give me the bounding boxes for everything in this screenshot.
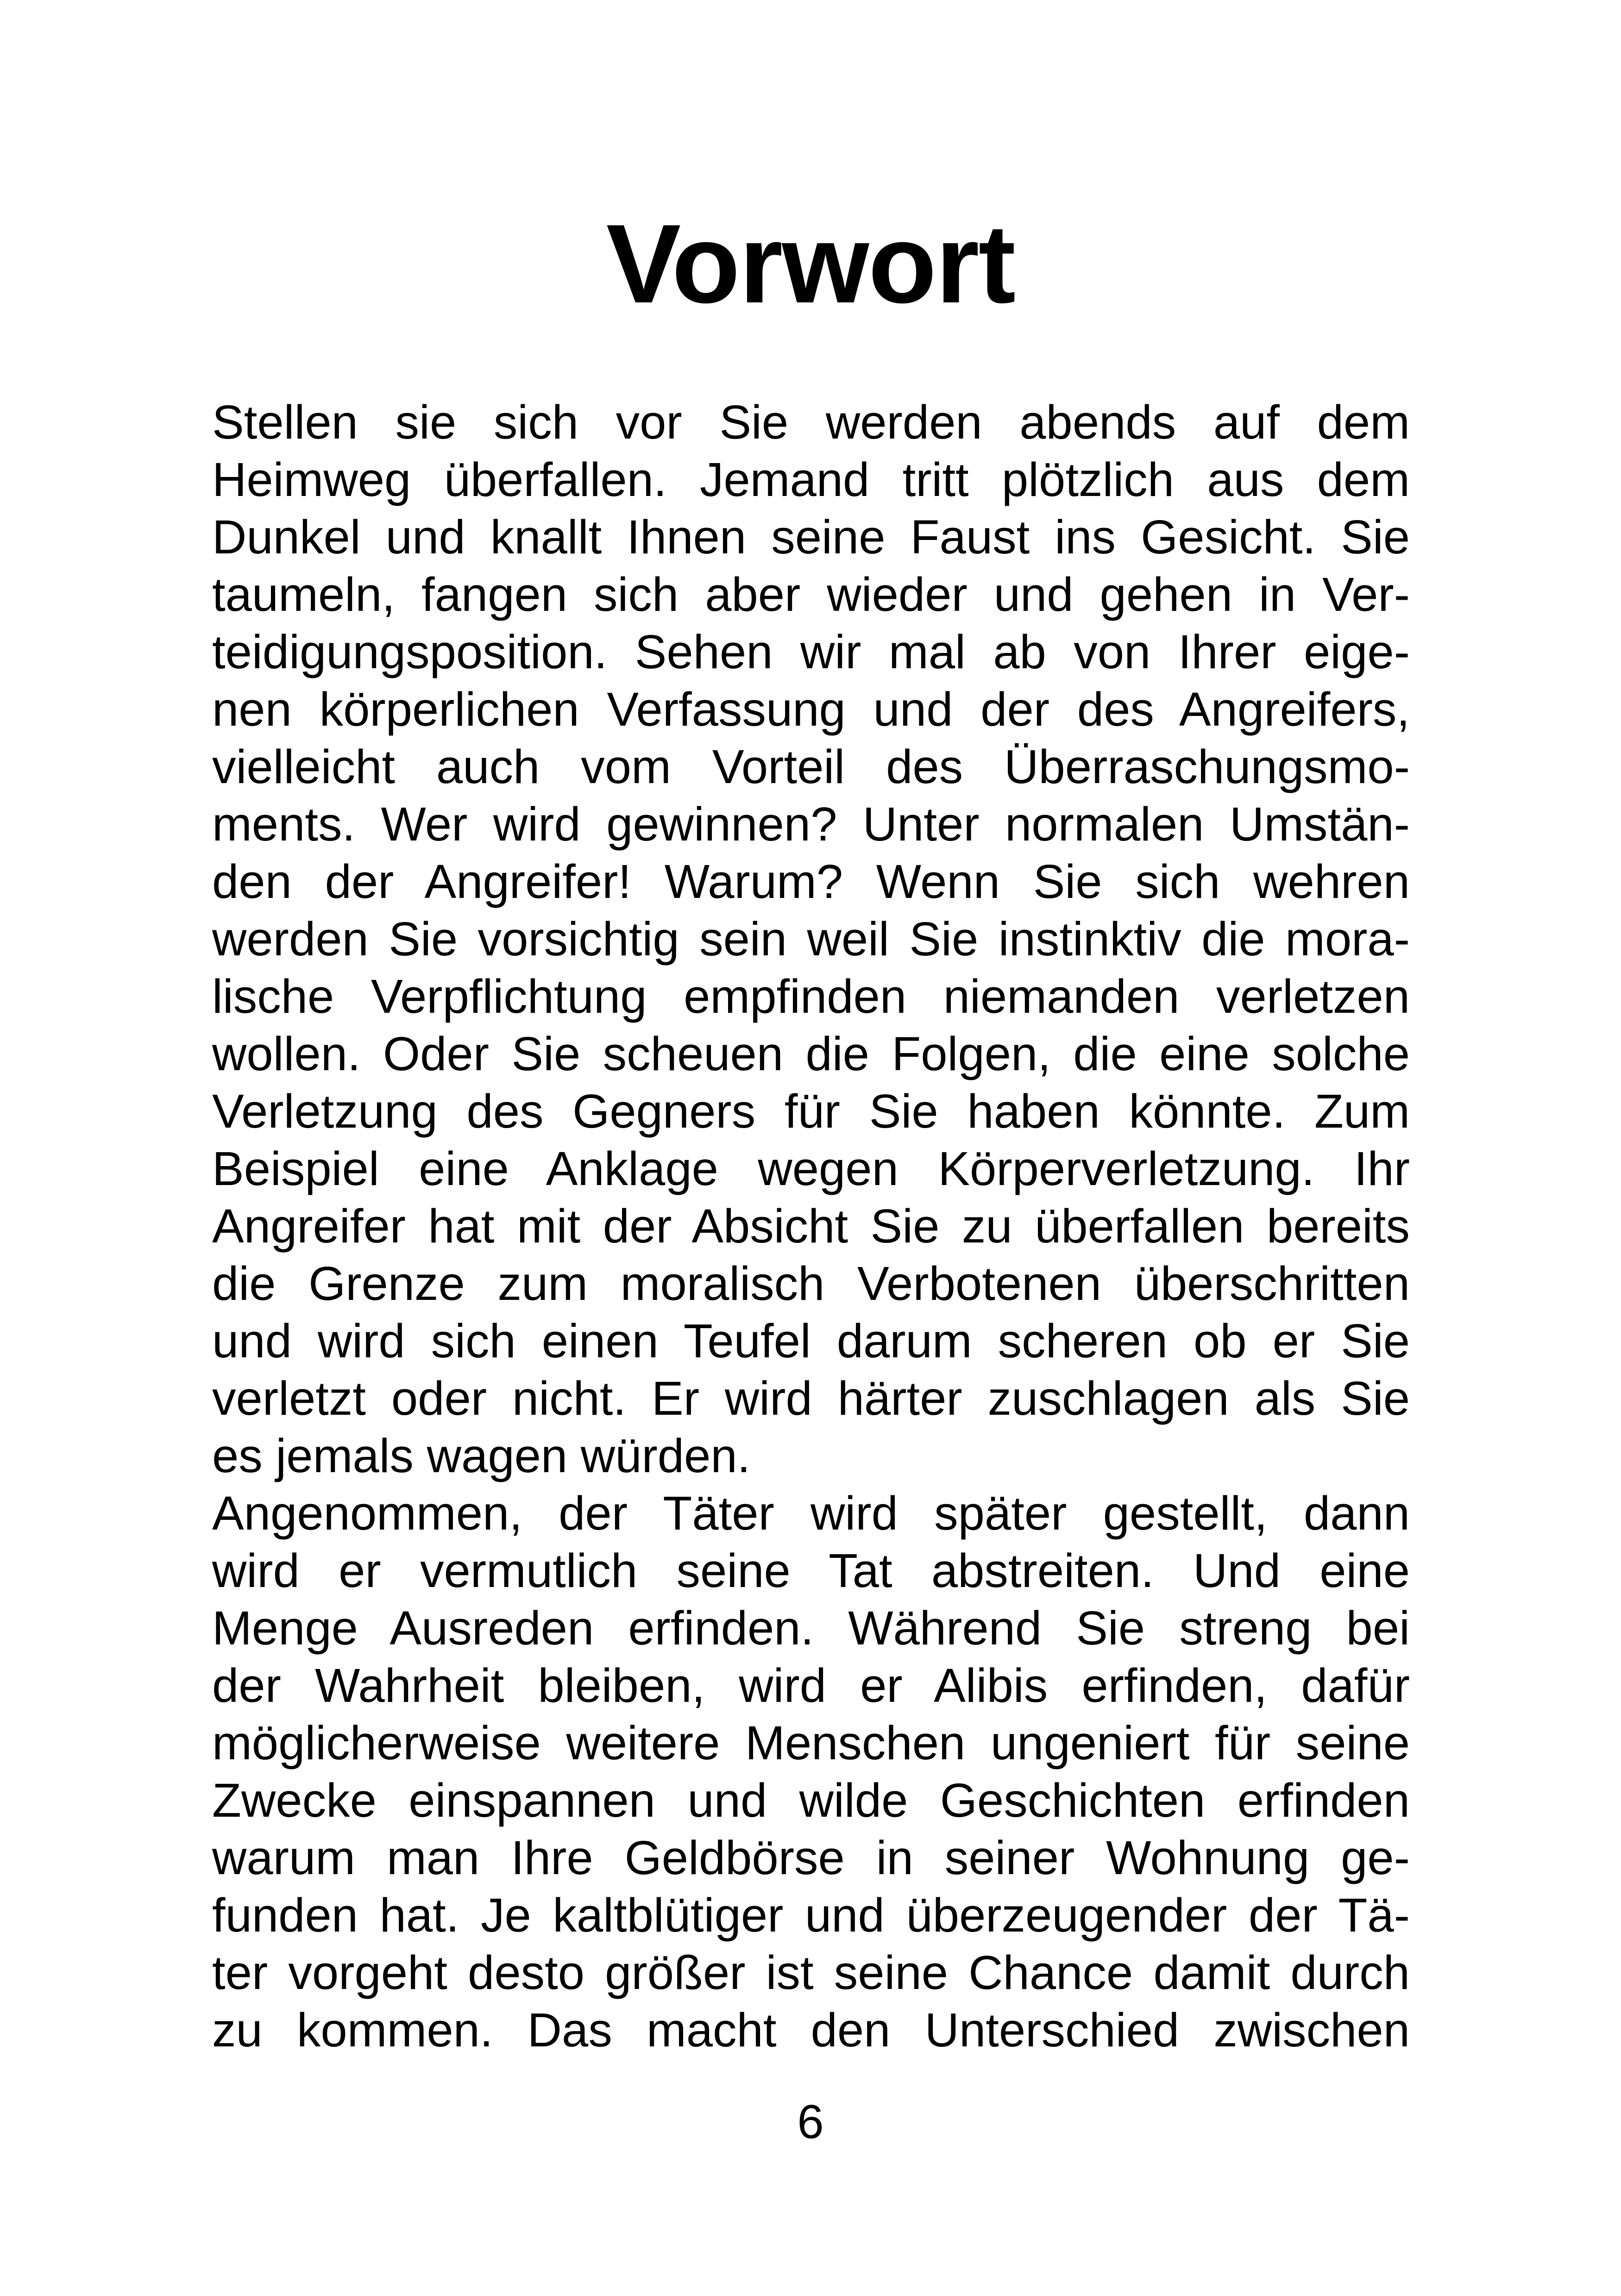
text-line: ter vorgeht desto größer ist seine Chance damit durch bbox=[212, 1946, 1410, 1999]
text-line: Heimweg überfallen. Jemand tritt plötzlich aus dem bbox=[212, 453, 1410, 506]
body-text bbox=[212, 394, 1410, 2059]
text-line: die Grenze zum moralisch Verbotenen überschritten bbox=[212, 1257, 1410, 1310]
text-line: werden Sie vorsichtig sein weil Sie instinktiv die mora- bbox=[212, 912, 1410, 966]
paragraph bbox=[212, 1485, 1410, 2059]
text-line: nen körperlichen Verfassung und der des Angreifers, bbox=[212, 683, 1410, 736]
text-line: vielleicht auch vom Vorteil des Überraschungsmo- bbox=[212, 740, 1410, 793]
text-line: warum man Ihre Geldbörse in seiner Wohnung ge- bbox=[212, 1831, 1410, 1884]
text-line: ments. Wer wird gewinnen? Unter normalen Umstän- bbox=[212, 797, 1410, 851]
paragraph bbox=[212, 394, 1410, 1485]
text-line: lische Verpflichtung empfinden niemanden verletzen bbox=[212, 970, 1410, 1023]
text-line: den der Angreifer! Warum? Wenn Sie sich wehren bbox=[212, 855, 1410, 908]
text-line: teidigungsposition. Sehen wir mal ab von Ihrer eige- bbox=[212, 625, 1410, 678]
page-number: 6 bbox=[797, 2095, 824, 2148]
text-line: Verletzung des Gegners für Sie haben könnte. Zum bbox=[212, 1085, 1410, 1138]
text-line: Menge Ausreden erfinden. Während Sie streng bei bbox=[212, 1601, 1410, 1655]
text-line: der Wahrheit bleiben, wird er Alibis erfinden, dafür bbox=[212, 1659, 1410, 1712]
text-line: Beispiel eine Anklage wegen Körperverletzung. Ihr bbox=[212, 1142, 1410, 1195]
text-line: funden hat. Je kaltblütiger und überzeugender der Tä- bbox=[212, 1888, 1410, 1942]
text-line: Angreifer hat mit der Absicht Sie zu überfallen bereits bbox=[212, 1199, 1410, 1253]
text-line: zu kommen. Das macht den Unterschied zwischen bbox=[212, 2003, 1410, 2057]
text-line: taumeln, fangen sich aber wieder und gehen in Ver- bbox=[212, 568, 1410, 621]
text-line: es jemals wagen würden. bbox=[212, 1429, 751, 1482]
text-line: Dunkel und knallt Ihnen seine Faust ins Gesicht. Sie bbox=[212, 510, 1410, 564]
text-line: möglicherweise weitere Menschen ungeniert für seine bbox=[212, 1716, 1410, 1769]
text-line: Stellen sie sich vor Sie werden abends auf dem bbox=[212, 395, 1410, 449]
page-title: Vorwort bbox=[606, 201, 1015, 326]
text-line: verletzt oder nicht. Er wird härter zuschlagen als Sie bbox=[212, 1372, 1410, 1425]
text-line: wollen. Oder Sie scheuen die Folgen, die eine solche bbox=[212, 1027, 1410, 1080]
text-line: wird er vermutlich seine Tat abstreiten. Und eine bbox=[212, 1544, 1410, 1597]
text-line: und wird sich einen Teufel darum scheren ob er Sie bbox=[212, 1314, 1410, 1368]
text-line: Angenommen, der Täter wird später gestellt, dann bbox=[212, 1487, 1410, 1540]
text-line: Zwecke einspannen und wilde Geschichten erfinden bbox=[212, 1774, 1410, 1827]
